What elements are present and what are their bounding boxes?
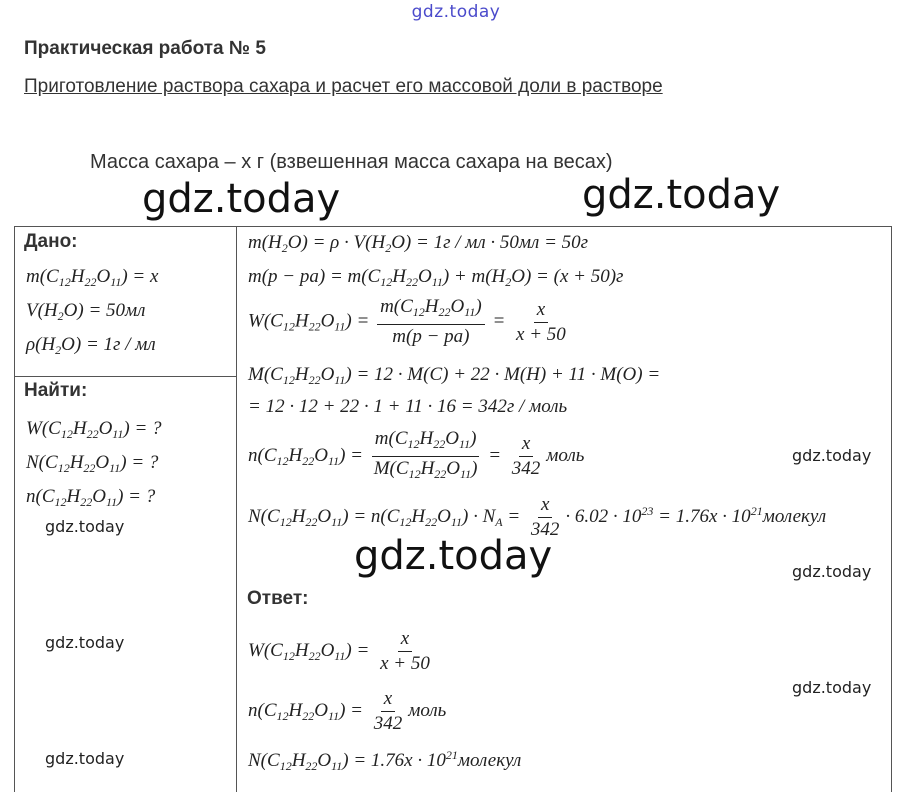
answer-mass-fraction: $W(C_{12}H_{22}O_{11})$ = $\frac{x}{x + 50}$	[248, 628, 436, 675]
fraction-numerator: x	[381, 688, 395, 712]
solution-mass-fraction: $W(C_{12}H_{22}O_{11})$ = $\frac{m(C_{12}H_{22}O_{11})}{m(p - pa)}$ = $\frac{x}{x + 50}$	[248, 296, 572, 348]
fraction-numerator: x	[519, 433, 533, 457]
watermark: gdz.today	[45, 633, 125, 652]
solution-mass-value: (x + 50)г	[553, 266, 624, 287]
fraction-numerator: x	[538, 494, 552, 518]
watermark: gdz.today	[582, 172, 781, 218]
unit-mol: моль	[408, 699, 447, 721]
answer-label: Ответ:	[247, 588, 309, 609]
watermark: gdz.today	[354, 533, 553, 579]
molecule-result-exponent: 21	[750, 503, 763, 518]
fraction-denominator: x + 50	[380, 653, 430, 674]
given-sugar-mass: $m(C_{12}H_{22}O_{11}) = x$	[26, 266, 159, 289]
site-brand[interactable]: gdz.today	[411, 2, 501, 22]
table-divider	[236, 226, 237, 792]
fraction-denominator: 342	[373, 713, 403, 734]
page-title: Практическая работа № 5	[24, 38, 266, 59]
solution-molecule-count: $N(C_{12}H_{22}O_{11}) = n(C_{12}H_{22}O_{11}) \cdot N_A$ = $\frac{x}{342}$ · $6.02 \cdot 10^{23} = 1.76x$ · $10^{21}молекул$	[248, 494, 827, 540]
molecule-result: 1.76x · 10	[370, 750, 446, 771]
solution-molar-mass: $M(C_{12}H_{22}O_{11}) = 12 \cdot M(C) + 22 \cdot M(H) + 11 \cdot M(O)$ =	[248, 364, 661, 387]
avogadro-exponent: 23	[641, 503, 654, 518]
find-mass-fraction: $W(C_{12}H_{22}O_{11})$ = ?	[26, 418, 162, 441]
fraction-numerator: x	[534, 299, 548, 323]
find-molecule-count: $N(C_{12}H_{22}O_{11})$ = ?	[26, 452, 159, 475]
given-water-density: $\rho(H_2O) = 1г$ / мл	[26, 334, 156, 357]
fraction-denominator: x + 50	[516, 323, 566, 345]
given-water-volume: $V(H_2O) = 50мл$	[26, 300, 146, 323]
solution-mass-of-solution: $m(p - pa) = m(C_{12}H_{22}O_{11}) + m(H_2O) = (x + 50)г$	[248, 266, 624, 289]
watermark: gdz.today	[792, 562, 872, 581]
unit-molecules: молекул	[457, 750, 522, 771]
watermark: gdz.today	[45, 749, 125, 768]
unit-mol: моль	[546, 444, 585, 466]
watermark: gdz.today	[792, 446, 872, 465]
solution-amount: $n(C_{12}H_{22}O_{11})$ = $\frac{m(C_{12}H_{22}O_{11})}{M(C_{12}H_{22}O_{11})}$ = $\frac{x}{342}$ моль	[248, 428, 585, 481]
fraction-numerator: x	[398, 628, 412, 652]
given-label: Дано:	[24, 231, 78, 252]
given-water-volume-value: 50мл	[106, 300, 146, 321]
table-divider	[14, 376, 236, 377]
solution-molar-mass-value: = 12 · 12 + 22 · 1 + 11 · 16 = 342г / моль	[248, 396, 568, 417]
watermark: gdz.today	[792, 678, 872, 697]
mass-statement: Масса сахара – х г (взвешенная масса сахара на весах)	[90, 151, 613, 173]
watermark: gdz.today	[142, 176, 341, 222]
answer-molecule-count: $N(C_{12}H_{22}O_{11}) = 1.76x$ · $10^{21}молекул$	[248, 748, 522, 773]
molecule-result-exponent: 21	[445, 748, 458, 762]
given-sugar-mass-value: x	[149, 266, 159, 287]
solution-water-mass: $m(H_2O) = \rho \cdot V(H_2O) = 1г$ / мл · 50мл = 50г	[248, 232, 589, 255]
find-label: Найти:	[24, 380, 88, 401]
fraction-denominator: 342	[511, 458, 541, 479]
watermark: gdz.today	[45, 517, 125, 536]
given-water-density-value: 1г / мл	[103, 334, 156, 355]
molecule-result: 1.76x · 10	[675, 505, 751, 527]
avogadro-number: 6.02 · 10	[574, 505, 642, 527]
fraction-denominator: 342	[530, 519, 560, 540]
solution-water-mass-value: 1г / мл · 50мл = 50г	[433, 232, 589, 253]
unit-molecules: молекул	[762, 505, 827, 527]
answer-amount: $n(C_{12}H_{22}O_{11})$ = $\frac{x}{342}$ моль	[248, 688, 447, 734]
page-subtitle[interactable]: Приготовление раствора сахара и расчет его массовой доли в растворе	[24, 76, 663, 97]
find-amount: $n(C_{12}H_{22}O_{11})$ = ?	[26, 486, 156, 509]
